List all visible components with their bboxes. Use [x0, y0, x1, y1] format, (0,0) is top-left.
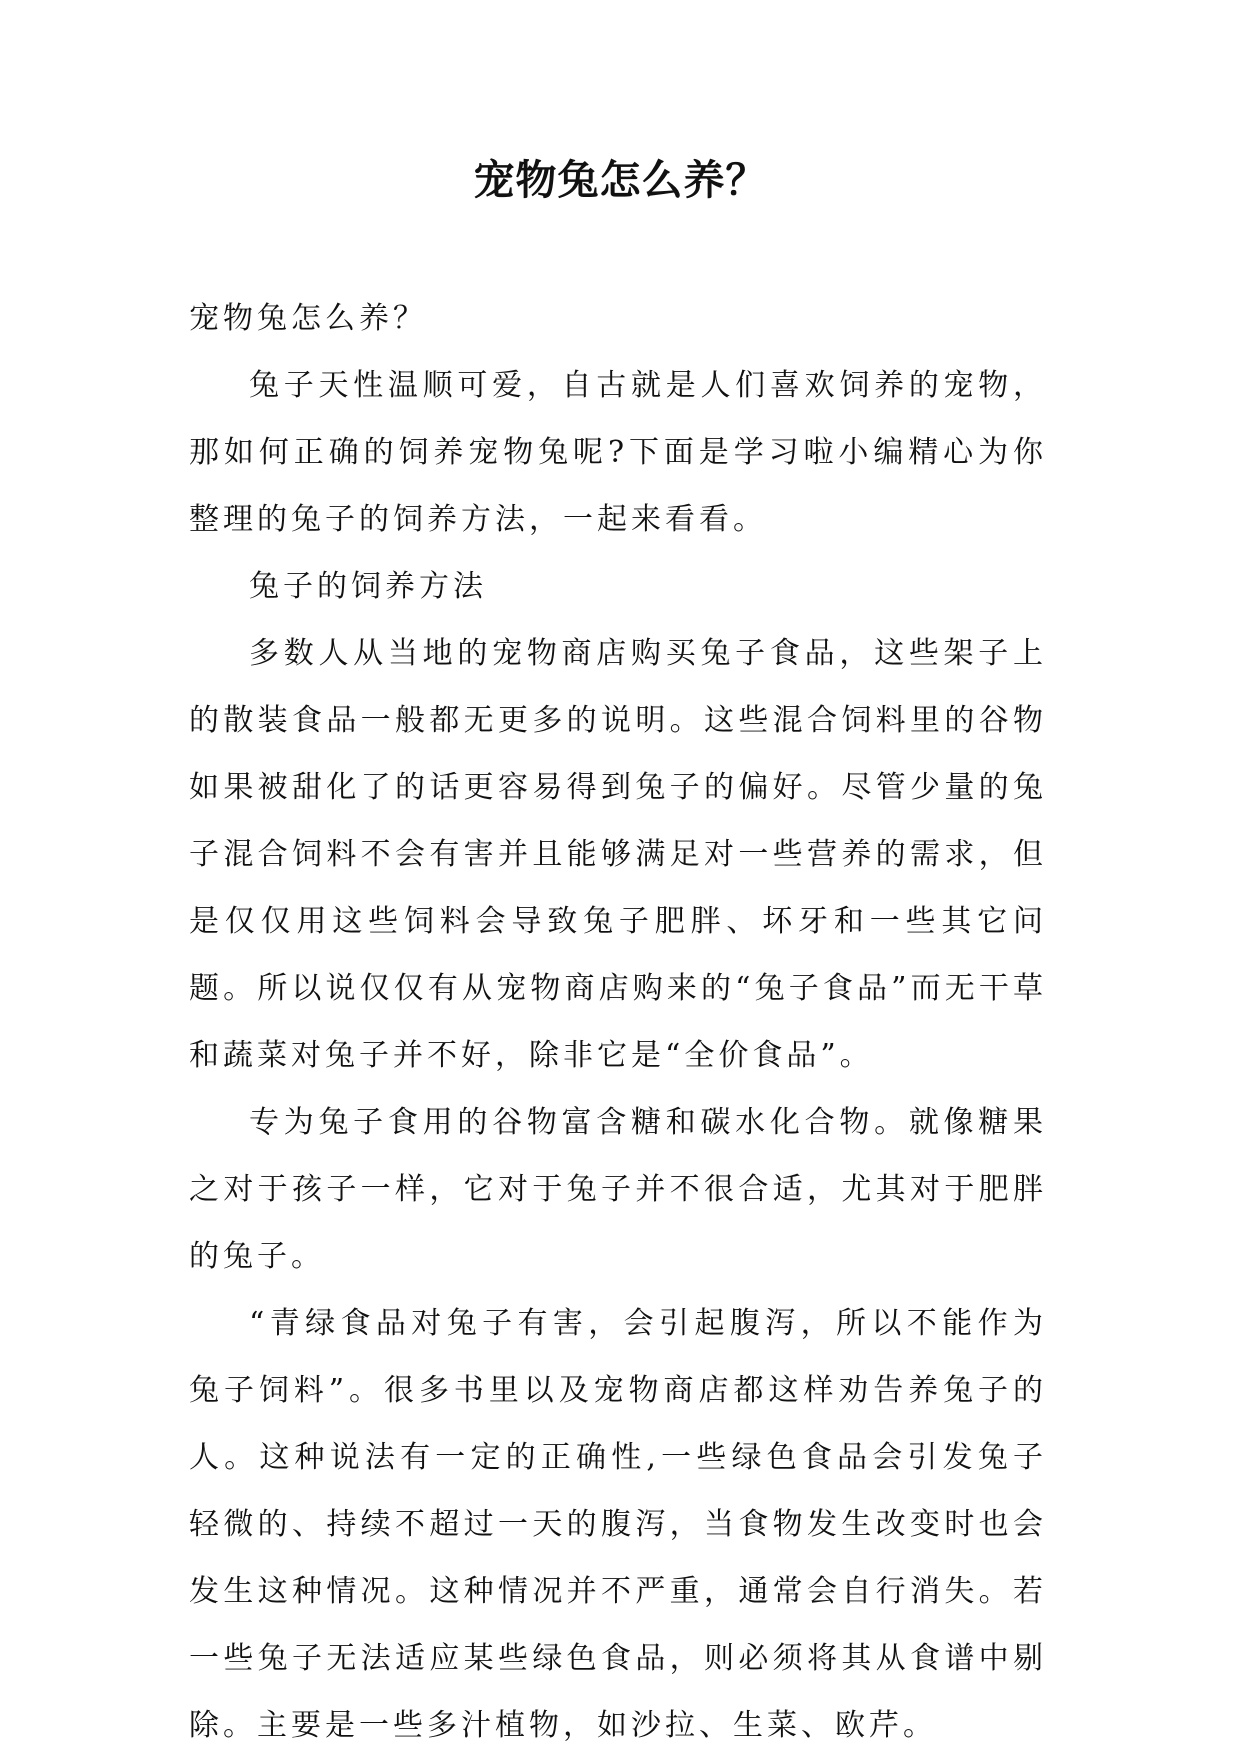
paragraph-subtitle: 宠物兔怎么养？ — [189, 301, 427, 336]
document-body — [189, 285, 1047, 1759]
paragraph-green-food: “青绿食品对兔子有害，会引起腹泻，所以不能作为兔子饲料”。很多书里以及宠物商店都这样劝告养兔子的人。这种说法有一定的正确性,一些绿色食品会引发兔子轻微的、持续不超过一天的腹泻，当食物发生改变时也会发生这种情况。这种情况并不严重，通常会自行消失。若一些兔子无法适应某些绿色食品，则必须将其从食谱中剔除。主要是一些多汁植物，如沙拉、生菜、欧芹。 — [189, 1306, 1047, 1743]
paragraph-intro: 兔子天性温顺可爱，自古就是人们喜欢饲养的宠物，那如何正确的饲养宠物兔呢?下面是学习啦小编精心为你整理的兔子的饲养方法，一起来看看。 — [189, 368, 1047, 537]
section-heading: 兔子的饲养方法 — [249, 569, 487, 604]
document-title: 宠物兔怎么养？ — [473, 156, 768, 204]
paragraph-pet-store-food: 多数人从当地的宠物商店购买兔子食品，这些架子上的散装食品一般都无更多的说明。这些混合饲料里的谷物如果被甜化了的话更容易得到兔子的偏好。尽管少量的兔子混合饲料不会有害并且能够满足对一些营养的需求，但是仅仅用这些饲料会导致兔子肥胖、坏牙和一些其它问题。所以说仅仅有从宠物商店购来的“兔子食品”而无干草和蔬菜对兔子并不好，除非它是“全价食品”。 — [189, 636, 1047, 1073]
paragraph-grain-sugar: 专为兔子食用的谷物富含糖和碳水化合物。就像糖果之对于孩子一样，它对于兔子并不很合适，尤其对于肥胖的兔子。 — [189, 1105, 1047, 1274]
